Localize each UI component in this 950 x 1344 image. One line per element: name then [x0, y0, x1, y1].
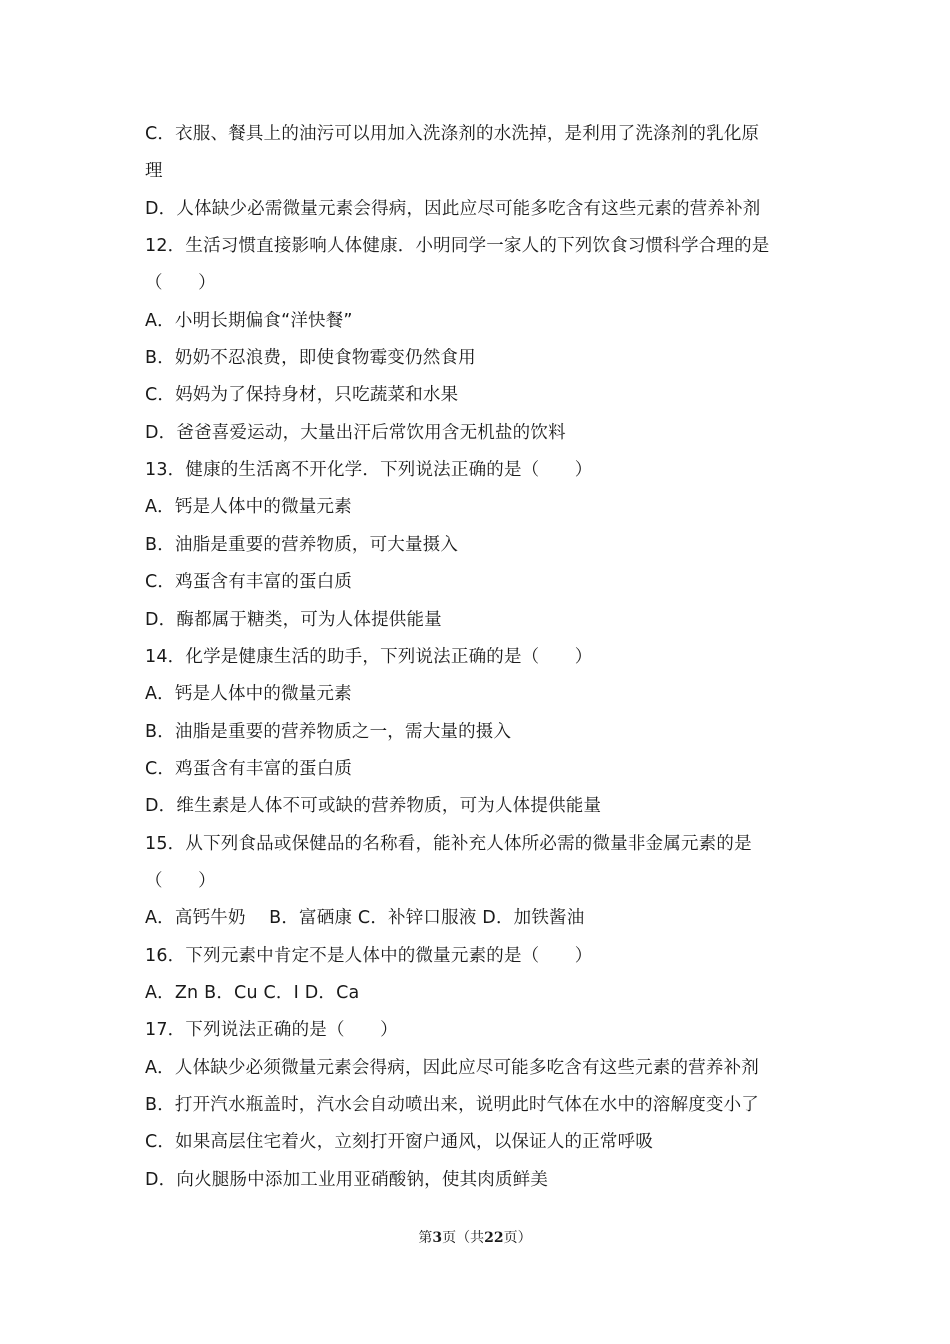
option-b: B．打开汽水瓶盖时，汽水会自动喷出来，说明此时气体在水中的溶解度变小了: [145, 1095, 760, 1115]
footer-suffix: 页）: [503, 1230, 532, 1246]
option-d: D．向火腿肠中添加工业用亚硝酸钠，使其肉质鲜美: [145, 1170, 549, 1190]
total-pages-number: 22: [484, 1230, 504, 1246]
option-d: D．维生素是人体不可或缺的营养物质，可为人体提供能量: [145, 796, 602, 816]
option-d: D．爸爸喜爱运动，大量出汗后常饮用含无机盐的饮料: [145, 423, 566, 443]
option-d: D．酶都属于糖类，可为人体提供能量: [145, 610, 442, 630]
option-c: C．妈妈为了保持身材，只吃蔬菜和水果: [145, 385, 459, 405]
current-page-number: 3: [432, 1230, 443, 1246]
footer-prefix: 第: [418, 1230, 433, 1246]
option-a: A．小明长期偏食“洋快餐”: [145, 311, 353, 331]
option-b: B．油脂是重要的营养物质之一，需大量的摄入: [145, 722, 512, 742]
text-line: C．衣服、餐具上的油污可以用加入洗涤剂的水洗掉，是利用了洗涤剂的乳化原: [145, 124, 760, 144]
question-15-stem: 15．从下列食品或保健品的名称看，能补充人体所必需的微量非金属元素的是: [145, 834, 752, 854]
option-b: B．奶奶不忍浪费，即使食物霉变仍然食用: [145, 348, 476, 368]
question-13-stem: 13．健康的生活离不开化学．下列说法正确的是（ ）: [145, 460, 593, 480]
answer-blank: （ ）: [145, 871, 216, 891]
question-14-stem: 14．化学是健康生活的助手，下列说法正确的是（ ）: [145, 647, 593, 667]
option-c: C．如果高层住宅着火，立刻打开窗户通风，以保证人的正常呼吸: [145, 1132, 654, 1152]
option-c: C．鸡蛋含有丰富的蛋白质: [145, 572, 353, 592]
text-line: D．人体缺少必需微量元素会得病，因此应尽可能多吃含有这些元素的营养补剂: [145, 199, 761, 219]
option-a: A．人体缺少必须微量元素会得病，因此应尽可能多吃含有这些元素的营养补剂: [145, 1058, 759, 1078]
options-inline: A．Zn B．Cu C．I D．Ca: [145, 983, 360, 1003]
question-16-stem: 16．下列元素中肯定不是人体中的微量元素的是（ ）: [145, 946, 593, 966]
options-inline: A．高钙牛奶 B．富硒康 C．补锌口服液 D．加铁酱油: [145, 908, 585, 928]
text-line: 理: [145, 161, 163, 181]
answer-blank: （ ）: [145, 273, 216, 293]
option-a: A．钙是人体中的微量元素: [145, 497, 352, 517]
question-12-stem: 12．生活习惯直接影响人体健康．小明同学一家人的下列饮食习惯科学合理的是: [145, 236, 770, 256]
option-a: A．钙是人体中的微量元素: [145, 684, 352, 704]
option-c: C．鸡蛋含有丰富的蛋白质: [145, 759, 353, 779]
option-b: B．油脂是重要的营养物质，可大量摄入: [145, 535, 459, 555]
question-17-stem: 17．下列说法正确的是（ ）: [145, 1020, 398, 1040]
footer-middle: 页（共: [442, 1230, 485, 1246]
page-footer: [0, 1227, 950, 1247]
